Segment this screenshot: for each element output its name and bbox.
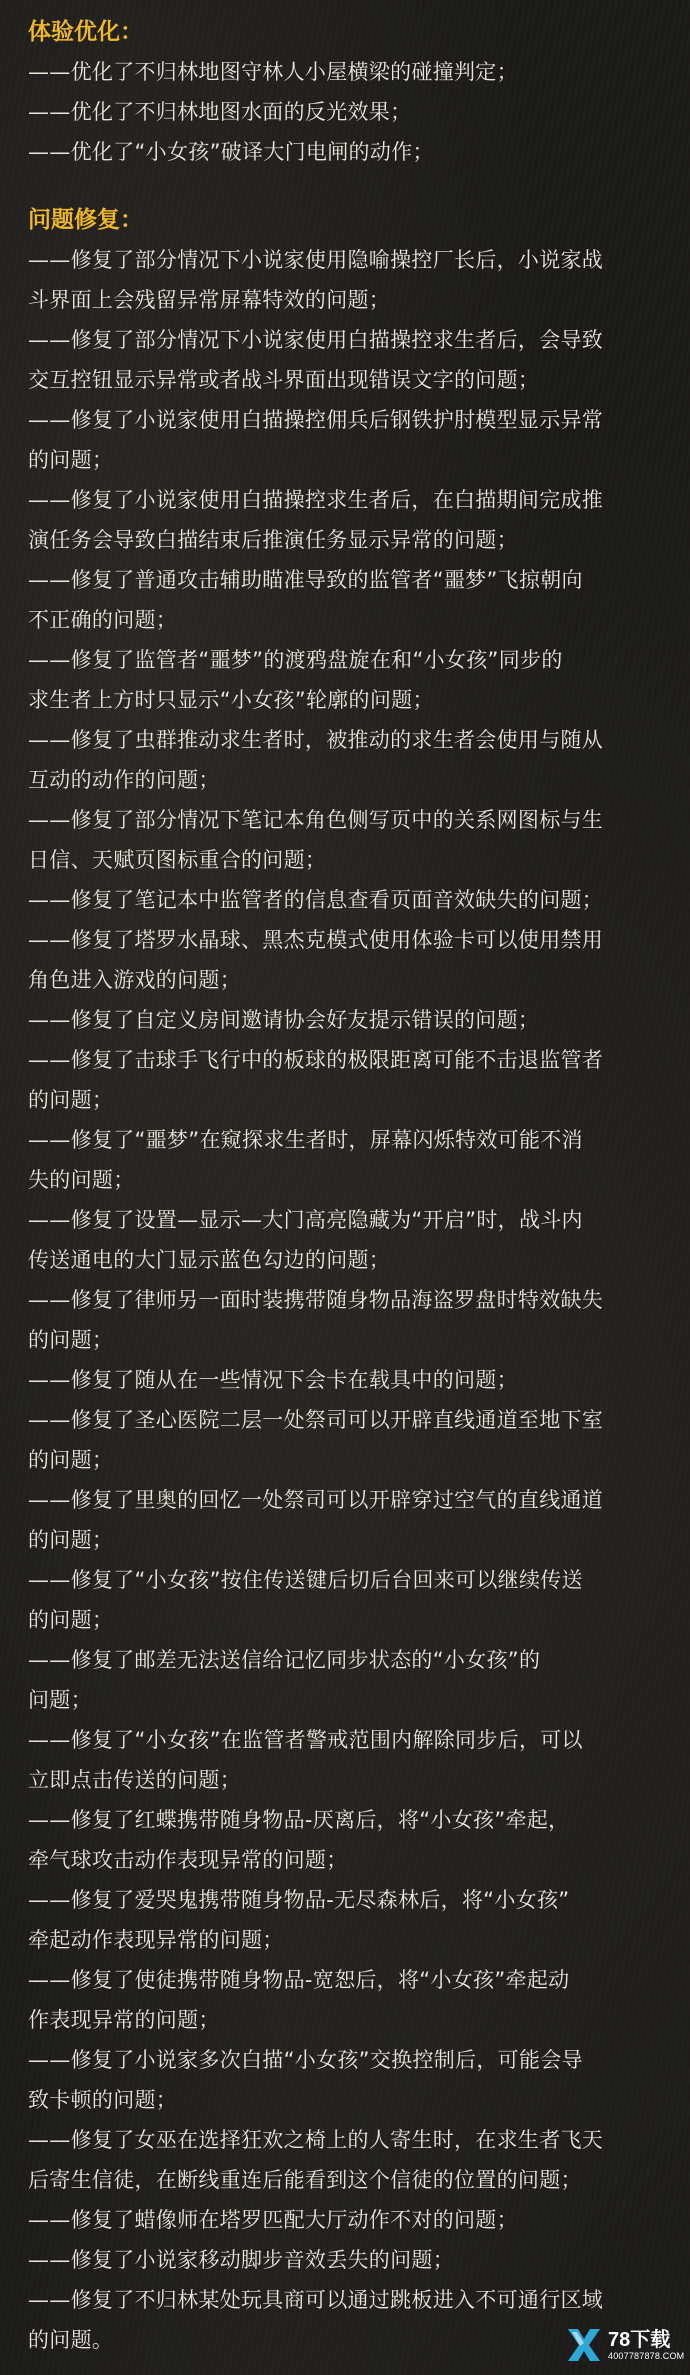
fix-item-line: ——修复了塔罗水晶球、黑杰克模式使用体验卡可以使用禁用	[28, 928, 604, 952]
fix-item-line: ——修复了小说家使用白描操控求生者后，在白描期间完成推	[28, 488, 604, 512]
watermark-text	[608, 2329, 684, 2362]
fix-item-line: 求生者上方时只显示“小女孩”轮廓的问题；	[28, 688, 434, 712]
x-logo-icon	[564, 2325, 604, 2365]
fix-item-line: ——修复了部分情况下小说家使用白描操控求生者后，会导致	[28, 328, 604, 352]
fix-item-line: ——修复了小说家多次白描“小女孩”交换控制后，可能会导	[28, 2048, 583, 2072]
fix-item-line: ——修复了女巫在选择狂欢之椅上的人寄生时，在求生者飞天	[28, 2128, 604, 2152]
fix-item-line: ——修复了部分情况下笔记本角色侧写页中的关系网图标与生	[28, 808, 604, 832]
fix-item-line: ——修复了虫群推动求生者时，被推动的求生者会使用与随从	[28, 728, 604, 752]
fix-item-line: 的问题；	[28, 448, 114, 472]
fix-item-line: ——修复了随从在一些情况下会卡在载具中的问题；	[28, 1368, 518, 1392]
fix-item-line: ——修复了监管者“噩梦”的渡鸦盘旋在和“小女孩”同步的	[28, 648, 563, 672]
fix-item-line: 斗界面上会残留异常屏幕特效的问题；	[28, 288, 391, 312]
fix-item-line: ——修复了不归林某处玩具商可以通过跳板进入不可通行区域	[28, 2288, 604, 2312]
fix-item-line: ——修复了“噩梦”在窥探求生者时，屏幕闪烁特效可能不消	[28, 1128, 583, 1152]
fix-item-line: 后寄生信徒，在断线重连后能看到这个信徒的位置的问题；	[28, 2168, 582, 2192]
fix-item-line: 的问题。	[28, 2328, 114, 2352]
fix-item-line: ——修复了使徒携带随身物品-宽恕后，将“小女孩”牵起动	[28, 1968, 570, 1992]
fix-item-line: 交互控钮显示异常或者战斗界面出现错误文字的问题；	[28, 368, 540, 392]
fix-item-line: 作表现异常的问题；	[28, 2008, 220, 2032]
fix-item-line: 牵气球攻击动作表现异常的问题；	[28, 1848, 348, 1872]
fix-item-line: ——修复了部分情况下小说家使用隐喻操控厂长后，小说家战	[28, 248, 604, 272]
fix-item-line: 的问题；	[28, 1088, 114, 1112]
fix-item-line: ——修复了里奥的回忆一处祭司可以开辟穿过空气的直线通道	[28, 1488, 604, 1512]
fix-item-line: ——修复了笔记本中监管者的信息查看页面音效缺失的问题；	[28, 888, 604, 912]
fix-item-line: 不正确的问题；	[28, 608, 178, 632]
fix-item-line: ——修复了自定义房间邀请协会好友提示错误的问题；	[28, 1008, 540, 1032]
fix-item-line: ——修复了小说家使用白描操控佣兵后钢铁护肘模型显示异常	[28, 408, 604, 432]
fix-item-line: ——修复了律师另一面时装携带随身物品海盗罗盘时特效缺失	[28, 1288, 604, 1312]
fix-item-line: 牵起动作表现异常的问题；	[28, 1928, 284, 1952]
fix-item-line: 日信、天赋页图标重合的问题；	[28, 848, 327, 872]
fix-item-line: 的问题；	[28, 1608, 114, 1632]
fix-item-line: 传送通电的大门显示蓝色勾边的问题；	[28, 1248, 391, 1272]
fix-item-line: ——修复了爱哭鬼携带随身物品-无尽森林后，将“小女孩”	[28, 1888, 570, 1912]
fix-item-line: ——修复了设置—显示—大门高亮隐藏为“开启”时，战斗内	[28, 1208, 583, 1232]
fix-item-line: ——修复了邮差无法送信给记忆同步状态的“小女孩”的	[28, 1648, 541, 1672]
fix-item-line: 问题；	[28, 1688, 92, 1712]
fix-item-line: 的问题；	[28, 1448, 114, 1472]
section-title-experience: 体验优化：	[28, 19, 143, 45]
fix-item-line: ——修复了小说家移动脚步音效丢失的问题；	[28, 2248, 454, 2272]
fix-item-line: ——修复了圣心医院二层一处祭司可以开辟直线通道至地下室	[28, 1408, 604, 1432]
fix-item-line: 的问题；	[28, 1528, 114, 1552]
fix-item-line: ——修复了红蝶携带随身物品-厌离后，将“小女孩”牵起，	[28, 1808, 570, 1832]
fix-item-line: 立即点击传送的问题；	[28, 1768, 241, 1792]
watermark-site: 4007787878.COM	[608, 2350, 685, 2361]
fix-item-line: 角色进入游戏的问题；	[28, 968, 241, 992]
watermark-name: 78下载	[608, 2328, 671, 2351]
fix-item-line: 演任务会导致白描结束后推演任务显示异常的问题；	[28, 528, 518, 552]
section-gap	[28, 172, 662, 200]
fix-item-line: ——修复了“小女孩”按住传送键后切后台回来可以继续传送	[28, 1568, 583, 1592]
fix-item-line: ——修复了普通攻击辅助瞄准导致的监管者“噩梦”飞掠朝向	[28, 568, 583, 592]
experience-line: ——优化了“小女孩”破译大门电闸的动作；	[28, 140, 434, 164]
fix-item-line: 互动的动作的问题；	[28, 768, 220, 792]
fix-item-line: ——修复了“小女孩”在监管者警戒范围内解除同步后，可以	[28, 1728, 583, 1752]
fix-item-line: ——修复了击球手飞行中的板球的极限距离可能不击退监管者	[28, 1048, 604, 1072]
fix-item-line: 致卡顿的问题；	[28, 2088, 178, 2112]
bugfix-list	[28, 240, 662, 2360]
experience-line: ——优化了不归林地图水面的反光效果；	[28, 100, 412, 124]
experience-list	[28, 52, 662, 172]
fix-item-line: 失的问题；	[28, 1168, 135, 1192]
section-title-bugfix: 问题修复：	[28, 207, 143, 233]
fix-item-line: ——修复了蜡像师在塔罗匹配大厅动作不对的问题；	[28, 2208, 518, 2232]
watermark-78xiazai	[564, 2323, 685, 2367]
fix-item-line: 的问题；	[28, 1328, 114, 1352]
experience-line: ——优化了不归林地图守林人小屋横梁的碰撞判定；	[28, 60, 518, 84]
